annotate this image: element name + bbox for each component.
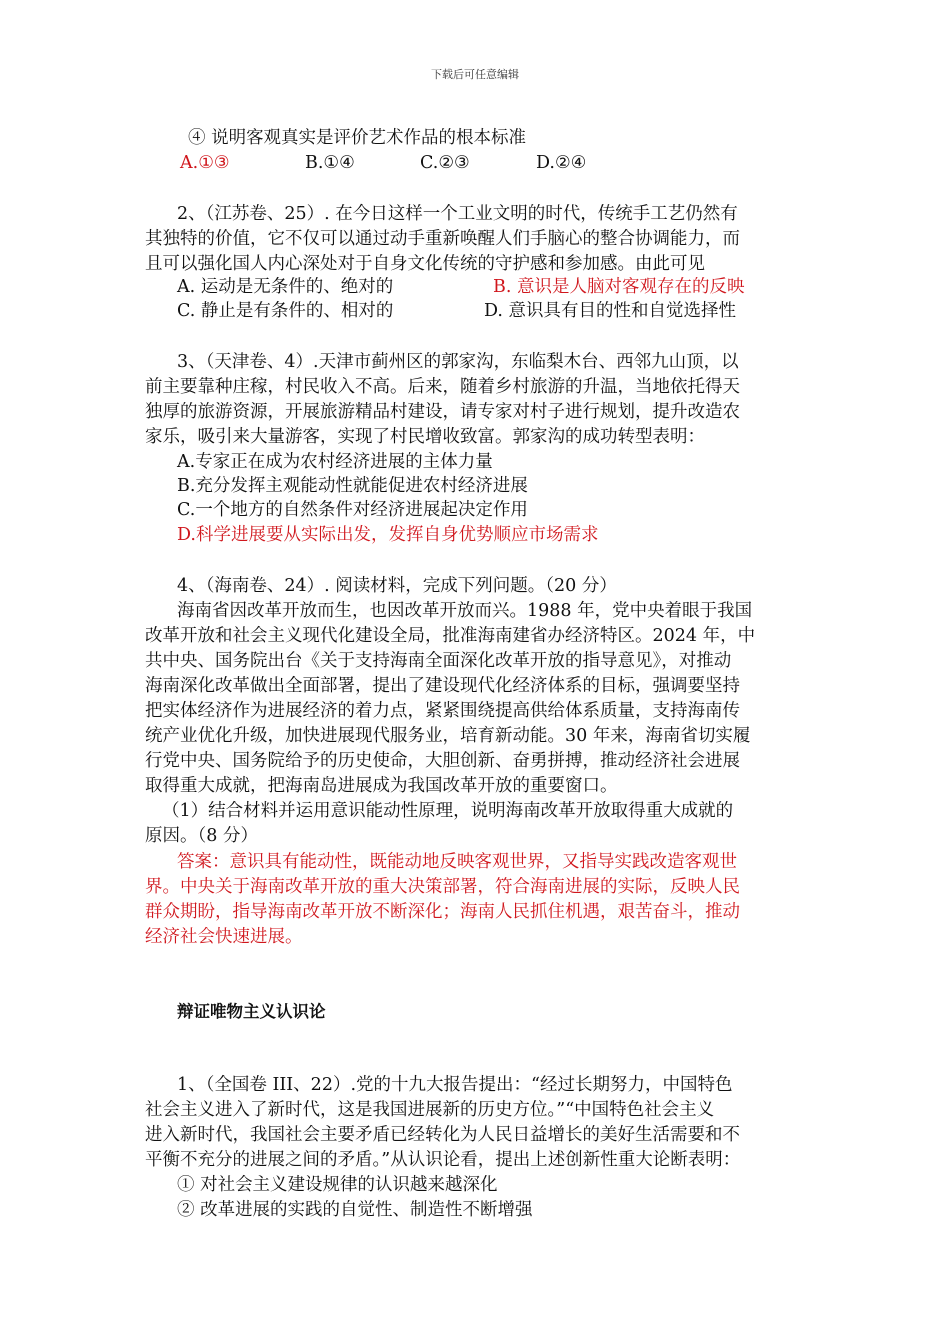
q3-line-4: 家乐，吸引来大量游客，实现了村民增收致富。郭家沟的成功转型表明：: [145, 427, 705, 447]
q2-option-c: C. 静止是有条件的、相对的: [177, 301, 394, 321]
q4-answer-3: 群众期盼，指导海南改革开放不断深化；海南人民抓住机遇，艰苦奋斗，推动: [145, 902, 740, 922]
q5-line-1: 1、（全国卷 III、22）.党的十九大报告提出：“经过长期努力，中国特色: [177, 1075, 733, 1095]
q5-line-3: 进入新时代，我国社会主要矛盾已经转化为人民日益增长的美好生活需要和不: [145, 1125, 740, 1145]
q3-option-d: D.科学进展要从实际出发，发挥自身优势顺应市场需求: [177, 525, 599, 545]
q3-option-c: C.一个地方的自然条件对经济进展起决定作用: [177, 500, 528, 520]
q4-para-1: 海南省因改革开放而生，也因改革开放而兴。1988 年，党中央着眼于我国: [177, 601, 753, 621]
q5-line-2: 社会主义进入了新时代，这是我国进展新的历史方位。”“中国特色社会主义: [145, 1100, 715, 1120]
q2-option-b: B. 意识是人脑对客观存在的反映: [493, 277, 745, 297]
q3-option-b: B.充分发挥主观能动性就能促进农村经济进展: [177, 476, 528, 496]
q3-line-3: 独厚的旅游资源，开展旅游精品村建设，请专家对村子进行规划，提升改造农: [145, 402, 740, 422]
q3-line-1: 3、（天津卷、4）.天津市蓟州区的郭家沟，东临梨木台、西邻九山顶，以: [177, 352, 739, 372]
page-header: 下载后可任意编辑: [431, 68, 519, 81]
answer-option-a: A.①③: [180, 153, 230, 173]
q4-title: 4、（海南卷、24）. 阅读材料，完成下列问题。（20 分）: [177, 576, 617, 596]
q4-sub-2: 原因。（8 分）: [145, 826, 258, 846]
q4-para-7: 行党中央、国务院给予的历史使命，大胆创新、奋勇拼搏，推动经济社会进展: [145, 751, 740, 771]
q4-para-5: 把实体经济作为进展经济的着力点，紧紧围绕提高供给体系质量，支持海南传: [145, 701, 740, 721]
q2-line-1: 2、（江苏卷、25）. 在今日这样一个工业文明的时代，传统手工艺仍然有: [177, 204, 738, 224]
answer-option-b: B.①④: [305, 153, 355, 173]
q5-item-1: ① 对社会主义建设规律的认识越来越深化: [177, 1175, 498, 1195]
section-title: 辩证唯物主义认识论: [177, 1002, 326, 1021]
q4-para-8: 取得重大成就，把海南岛进展成为我国改革开放的重要窗口。: [145, 776, 618, 796]
q4-sub-1: （1）结合材料并运用意识能动性原理，说明海南改革开放取得重大成就的: [162, 801, 734, 821]
q4-answer-4: 经济社会快速进展。: [145, 927, 303, 947]
q4-answer-1: 答案：意识具有能动性，既能动地反映客观世界，又指导实践改造客观世: [177, 852, 737, 872]
q4-para-2: 改革开放和社会主义现代化建设全局，批准海南建省办经济特区。2024 年，中: [145, 626, 756, 646]
option-item-4: ④ 说明客观真实是评价艺术作品的根本标准: [188, 128, 527, 148]
q2-line-3: 且可以强化国人内心深处对于自身文化传统的守护感和参加感。由此可见: [145, 254, 705, 274]
q2-option-a: A. 运动是无条件的、绝对的: [177, 277, 394, 297]
answer-option-d: D.②④: [536, 153, 587, 173]
q4-para-6: 统产业优化升级，加快进展现代服务业，培育新动能。30 年来，海南省切实履: [145, 726, 751, 746]
q5-line-4: 平衡不充分的进展之间的矛盾。”从认识论看，提出上述创新性重大论断表明：: [145, 1150, 741, 1170]
q4-answer-2: 界。中央关于海南改革开放的重大决策部署，符合海南进展的实际，反映人民: [145, 877, 740, 897]
q4-para-4: 海南深化改革做出全面部署，提出了建设现代化经济体系的目标，强调要坚持: [145, 676, 740, 696]
q3-line-2: 前主要靠种庄稼，村民收入不高。后来，随着乡村旅游的升温，当地依托得天: [145, 377, 740, 397]
q5-item-2: ② 改革进展的实践的自觉性、制造性不断增强: [177, 1200, 533, 1220]
q2-line-2: 其独特的价值，它不仅可以通过动手重新唤醒人们手脑心的整合协调能力，而: [145, 229, 740, 249]
q3-option-a: A.专家正在成为农村经济进展的主体力量: [177, 452, 493, 472]
q2-option-d: D. 意识具有目的性和自觉选择性: [484, 301, 737, 321]
q4-para-3: 共中央、国务院出台《关于支持海南全面深化改革开放的指导意见》，对推动: [145, 651, 732, 671]
answer-option-c: C.②③: [420, 153, 470, 173]
